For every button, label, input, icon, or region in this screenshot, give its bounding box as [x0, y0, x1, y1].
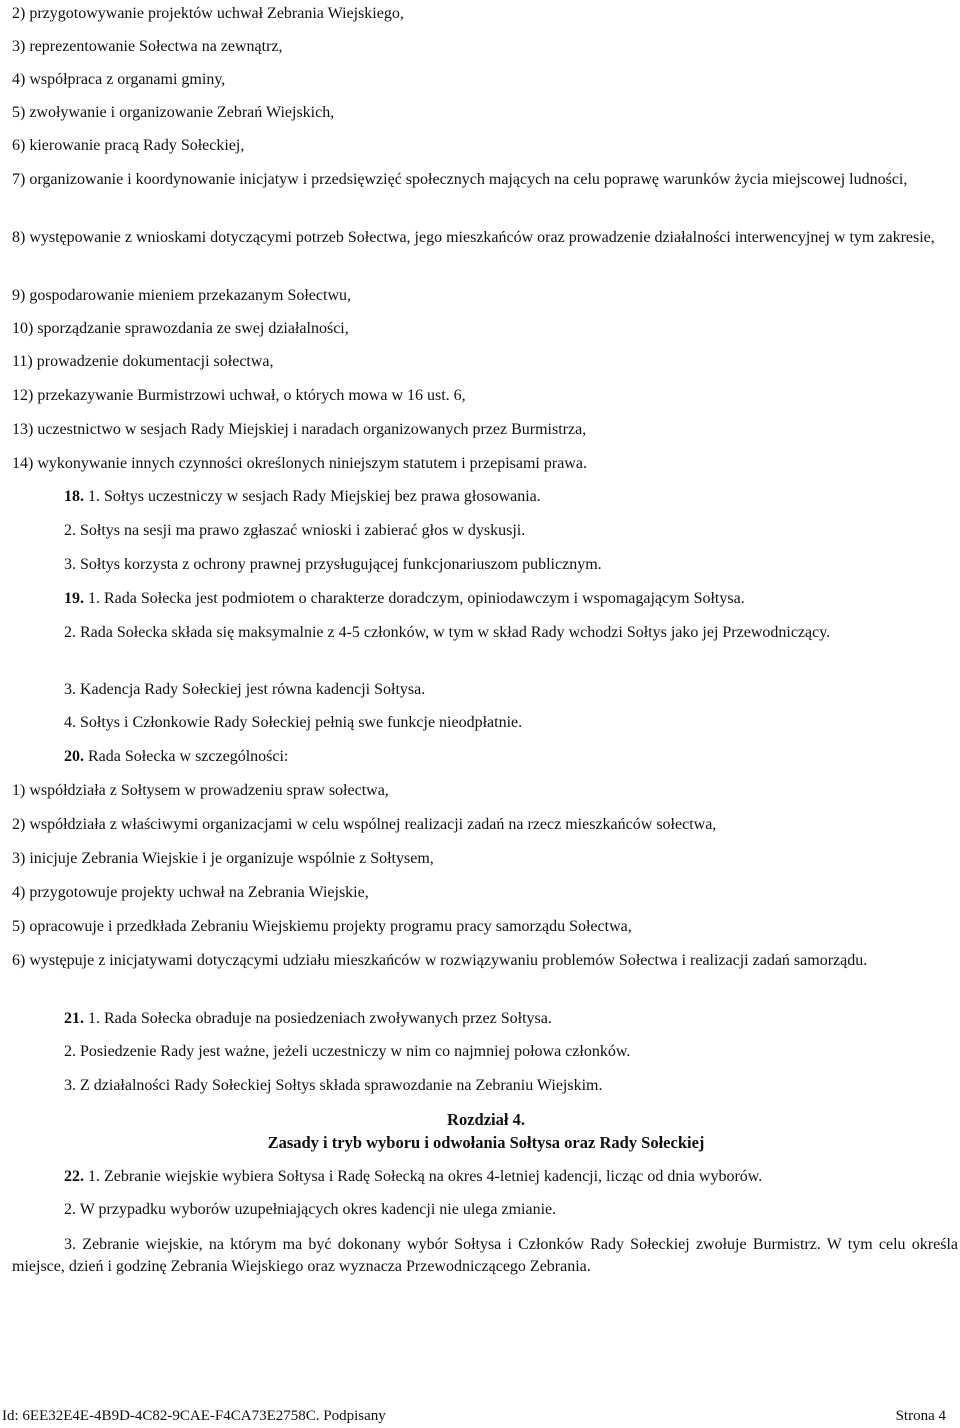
list-item: 9) gospodarowanie mieniem przekazanym Sołectwu, — [12, 287, 351, 304]
page-number: Strona 4 — [895, 1408, 946, 1424]
list-item: 11) prowadzenie dokumentacji sołectwa, — [12, 353, 274, 370]
paragraph-19-2: 2. Rada Sołecka składa się maksymalnie z 4-5 członków, w tym w skład Rady wchodzi Sołtys jako jej Przewodniczący. — [64, 624, 831, 641]
paragraph-22-3: 3. Zebranie wiejskie, na którym ma być dokonany wybór Sołtysa i Członków Rady Sołeckiej zwołuje Burmistrz. W tym celu określa miejsce, dzień i godzinę Zebrania Wiejskiego oraz wyznacza Przewodniczącego Zebrania. — [12, 1236, 958, 1275]
paragraph-21-2: 2. Posiedzenie Rady jest ważne, jeżeli uczestniczy w nim co najmniej połowa członków. — [64, 1043, 631, 1060]
list-item: 5) zwoływanie i organizowanie Zebrań Wiejskich, — [12, 104, 335, 121]
paragraph-21-1: 21. 1. Rada Sołecka obraduje na posiedzeniach zwoływanych przez Sołtysa. — [64, 1010, 552, 1027]
list-item: 10) sporządzanie sprawozdania ze swej działalności, — [12, 320, 349, 337]
list-item: 7) organizowanie i koordynowanie inicjatyw i przedsięwzięć społecznych mających na celu poprawę warunków życia miejscowej ludności, — [12, 171, 908, 188]
section-number: 20. — [64, 748, 84, 765]
list-item: 8) występowanie z wnioskami dotyczącymi potrzeb Sołectwa, jego mieszkańców oraz prowadzenie działalności interwencyjnej w tym zakresie, — [12, 229, 935, 246]
paragraph-19-1: 19. 1. Rada Sołecka jest podmiotem o charakterze doradczym, opiniodawczym i wspomagającym Sołtysa. — [64, 590, 745, 607]
chapter-title: Rozdział 4. — [447, 1110, 525, 1129]
list-item: 6) występuje z inicjatywami dotyczącymi udziału mieszkańców w rozwiązywaniu problemów Sołectwa i realizacji zadań samorządu. — [12, 952, 868, 969]
list-item: 3) inicjuje Zebrania Wiejskie i je organizuje wspólnie z Sołtysem, — [12, 850, 434, 867]
section-number: 18. — [64, 488, 84, 505]
section-number: 21. — [64, 1010, 84, 1027]
document-id: Id: 6EE32E4E-4B9D-4C82-9CAE-F4CA73E2758C. Podpisany — [2, 1408, 386, 1424]
paragraph-22-1: 22. 1. Zebranie wiejskie wybiera Sołtysa i Radę Sołecką na okres 4-letniej kadencji, licząc od dnia wyborów. — [64, 1168, 763, 1185]
list-item: 4) współpraca z organami gminy, — [12, 71, 226, 88]
list-item: 13) uczestnictwo w sesjach Rady Miejskiej i naradach organizowanych przez Burmistrza, — [12, 421, 587, 438]
list-item: 14) wykonywanie innych czynności określonych niniejszym statutem i przepisami prawa. — [12, 455, 587, 472]
list-item: 1) współdziała z Sołtysem w prowadzeniu spraw sołectwa, — [12, 782, 389, 799]
paragraph-21-3: 3. Z działalności Rady Sołeckiej Sołtys składa sprawozdanie na Zebraniu Wiejskim. — [64, 1077, 603, 1094]
paragraph-18-1: 18. 1. Sołtys uczestniczy w sesjach Rady Miejskiej bez prawa głosowania. — [64, 488, 541, 505]
chapter-subtitle: Zasady i tryb wyboru i odwołania Sołtysa oraz Rady Sołeckiej — [267, 1133, 705, 1152]
paragraph-19-3: 3. Kadencja Rady Sołeckiej jest równa kadencji Sołtysa. — [64, 681, 426, 698]
paragraph-19-4: 4. Sołtys i Członkowie Rady Sołeckiej pełnią swe funkcje nieodpłatnie. — [64, 714, 523, 731]
list-item: 2) przygotowywanie projektów uchwał Zebrania Wiejskiego, — [12, 5, 404, 22]
list-item: 12) przekazywanie Burmistrzowi uchwał, o których mowa w 16 ust. 6, — [12, 387, 466, 404]
list-item: 6) kierowanie pracą Rady Sołeckiej, — [12, 137, 245, 154]
section-number: 19. — [64, 590, 84, 607]
list-item: 4) przygotowuje projekty uchwał na Zebrania Wiejskie, — [12, 884, 369, 901]
paragraph-20-intro: 20. Rada Sołecka w szczególności: — [64, 748, 289, 765]
list-item: 2) współdziała z właściwymi organizacjami w celu wspólnej realizacji zadań na rzecz mieszkańców sołectwa, — [12, 816, 717, 833]
list-item: 3) reprezentowanie Sołectwa na zewnątrz, — [12, 38, 283, 55]
paragraph-22-2: 2. W przypadku wyborów uzupełniających okres kadencji nie ulega zmianie. — [64, 1201, 557, 1218]
paragraph-18-2: 2. Sołtys na sesji ma prawo zgłaszać wnioski i zabierać głos w dyskusji. — [64, 522, 526, 539]
paragraph-18-3: 3. Sołtys korzysta z ochrony prawnej przysługującej funkcjonariuszom publicznym. — [64, 556, 602, 573]
list-item: 5) opracowuje i przedkłada Zebraniu Wiejskiemu projekty programu pracy samorządu Sołectwa, — [12, 918, 632, 935]
section-number: 22. — [64, 1168, 84, 1185]
